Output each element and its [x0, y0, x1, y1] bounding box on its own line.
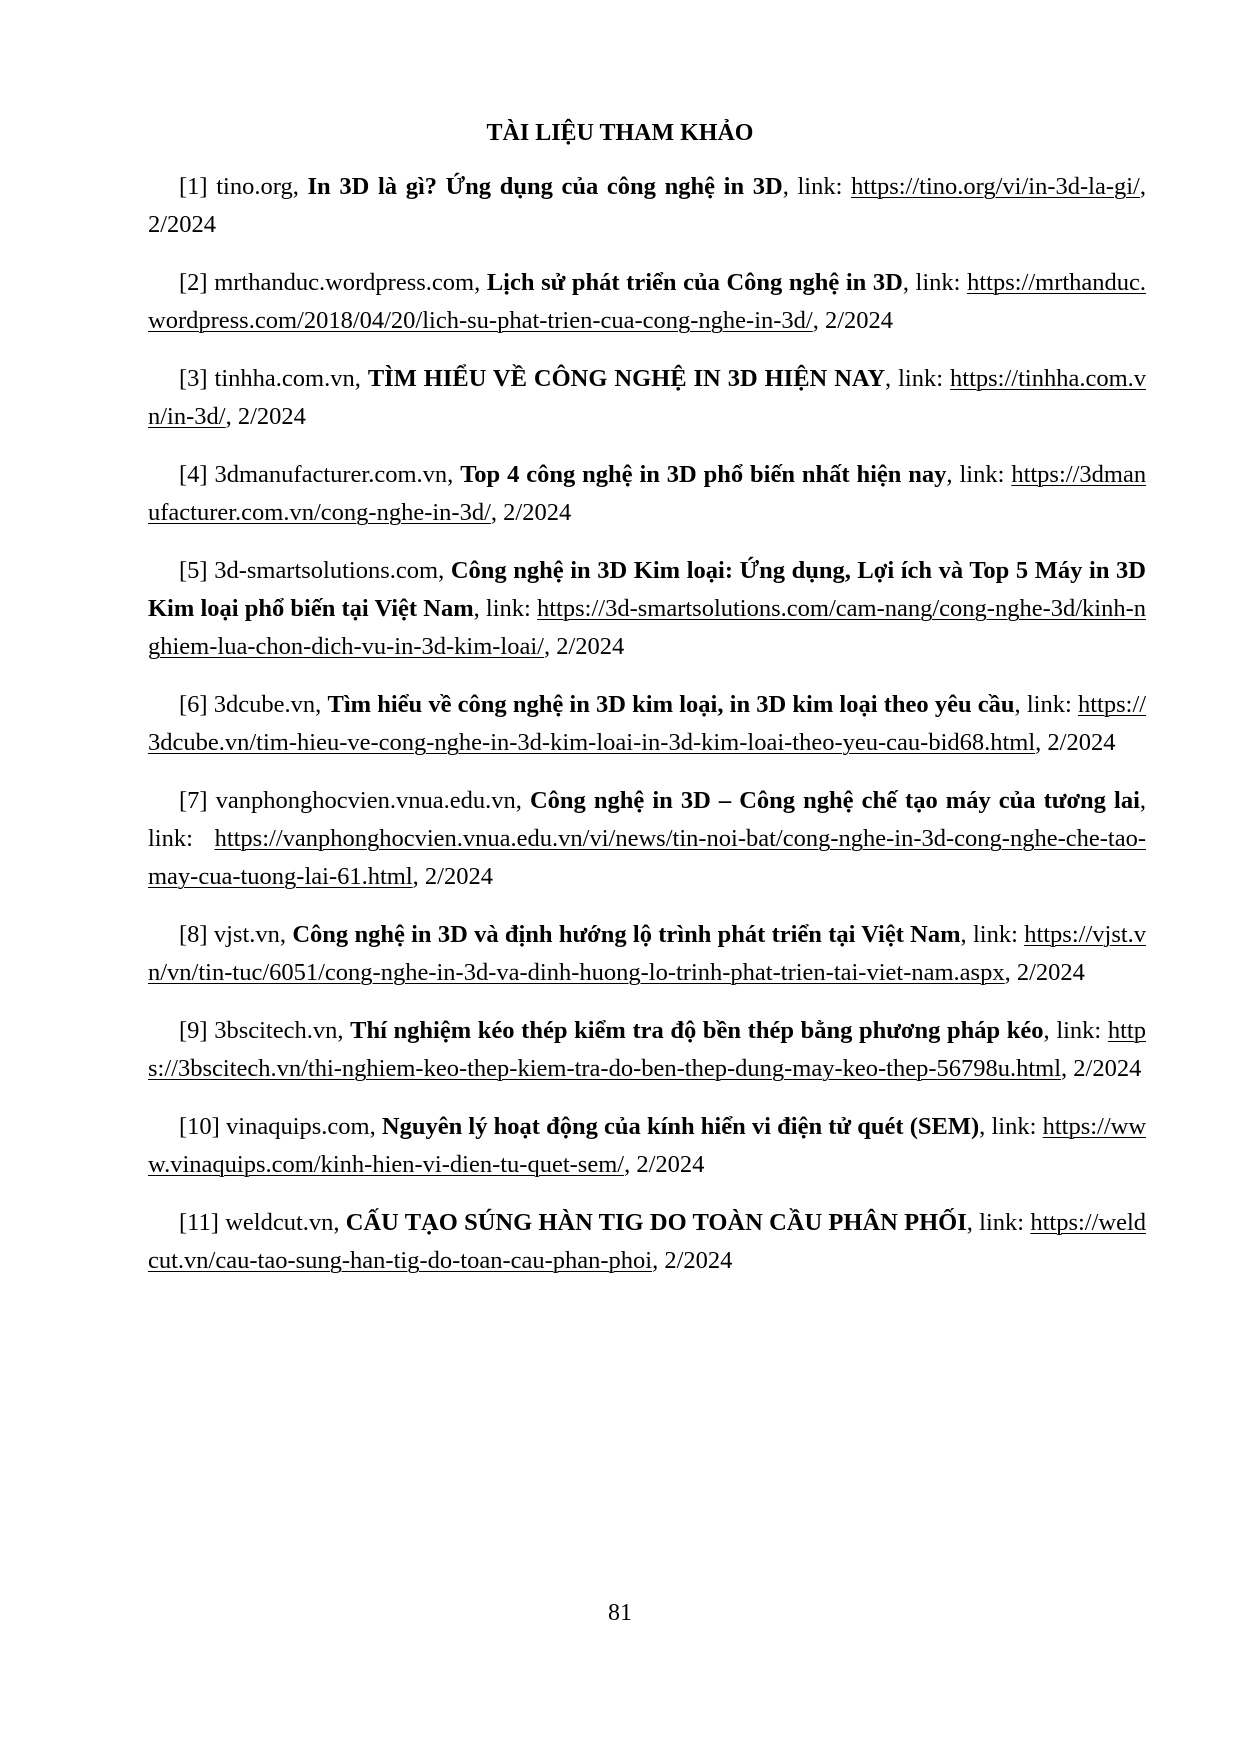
reference-title: Lịch sử phát triển của Công nghệ in 3D	[486, 269, 903, 296]
reference-url-link[interactable]: https://mrthanduc.wordpress.com/2018/04/20/lich-su-phat-trien-cua-cong-nghe-in-3d/	[148, 269, 1147, 334]
reference-title: Tìm hiểu về công nghệ in 3D kim loại, in 3D kim loại theo yêu cầu	[327, 691, 1015, 718]
reference-source: vjst.vn	[213, 921, 280, 948]
reference-link-label: link:	[148, 825, 193, 852]
reference-item: [6] 3dcube.vn, Tìm hiểu về công nghệ in 3D kim loại, in 3D kim loại theo yêu cầu, link: https://3dcube.vn/tim-hieu-ve-cong-nghe-in-3d-kim-loai-in-3d-kim-loai-theo-yeu-cau-bid68.html, 2/2024	[148, 691, 1147, 756]
reference-title: Công nghệ in 3D và định hướng lộ trình phát triển tại Việt Nam	[292, 921, 961, 948]
reference-date: 2/2024	[1073, 1055, 1142, 1082]
reference-source: 3d-smartsolutions.com	[214, 557, 439, 584]
reference-title: Công nghệ in 3D Kim loại: Ứng dụng, Lợi ích và Top 5 Máy in 3D Kim loại phổ biến tại Việt Nam	[148, 557, 1146, 622]
reference-title: Nguyên lý hoạt động của kính hiển vi điện tử quét (SEM)	[381, 1113, 980, 1140]
reference-link-label: link:	[991, 1113, 1037, 1140]
reference-date: 2/2024	[556, 633, 625, 660]
reference-date: 2/2024	[148, 211, 217, 238]
reference-url-link[interactable]: https://vanphonghocvien.vnua.edu.vn/vi/news/tin-noi-bat/cong-nghe-in-3d-cong-nghe-che-tao-may-cua-tuong-lai-61.html	[148, 825, 1146, 890]
reference-link-label: link:	[898, 365, 944, 392]
reference-date: 2/2024	[1047, 729, 1116, 756]
reference-date: 2/2024	[636, 1151, 705, 1178]
reference-url-link[interactable]: https://vjst.vn/vn/tin-tuc/6051/cong-nghe-in-3d-va-dinh-huong-lo-trinh-phat-trien-tai-viet-nam.aspx	[148, 921, 1147, 986]
reference-source: 3dmanufacturer.com.vn	[214, 461, 448, 488]
page-number: 81	[608, 1600, 632, 1626]
reference-url-link[interactable]: https://tinhha.com.vn/in-3d/	[148, 365, 1147, 430]
reference-title: In 3D là gì? Ứng dụng của công nghệ in 3D	[307, 173, 783, 200]
reference-source: vanphonghocvien.vnua.edu.vn	[215, 787, 516, 814]
reference-number: [3]	[179, 365, 208, 392]
reference-number: [4]	[179, 461, 208, 488]
reference-title: CẤU TẠO SÚNG HÀN TIG DO TOÀN CẦU PHÂN PHỐI	[345, 1209, 967, 1236]
reference-list	[148, 168, 1146, 1300]
reference-number: [9]	[179, 1017, 208, 1044]
reference-link-label: link:	[915, 269, 961, 296]
reference-source: vinaquips.com	[226, 1113, 370, 1140]
reference-number: [10]	[179, 1113, 220, 1140]
reference-url-link[interactable]: https://www.vinaquips.com/kinh-hien-vi-dien-tu-quet-sem/	[148, 1113, 1147, 1178]
reference-date: 2/2024	[237, 403, 306, 430]
reference-number: [5]	[179, 557, 208, 584]
reference-source: weldcut.vn	[225, 1209, 334, 1236]
reference-url-link[interactable]: https://tino.org/vi/in-3d-la-gi/	[851, 173, 1140, 200]
reference-number: [6]	[179, 691, 208, 718]
reference-date: 2/2024	[824, 307, 894, 334]
reference-url-link[interactable]: https://3dmanufacturer.com.vn/cong-nghe-in-3d/	[148, 461, 1147, 526]
reference-number: [11]	[179, 1209, 219, 1236]
reference-item: [11] weldcut.vn, CẤU TẠO SÚNG HÀN TIG DO TOÀN CẦU PHÂN PHỐI, link: https://weldcut.vn/cau-tao-sung-han-tig-do-toan-cau-phan-phoi, 2/2024	[148, 1209, 1147, 1274]
reference-link-label: link:	[485, 595, 531, 622]
reference-link-label: link:	[979, 1209, 1025, 1236]
reference-link-label: link:	[1056, 1017, 1102, 1044]
reference-title: Top 4 công nghệ in 3D phổ biến nhất hiện nay	[460, 461, 947, 488]
reference-link-label: link:	[1026, 691, 1072, 718]
reference-url-link[interactable]: https://3dcube.vn/tim-hieu-ve-cong-nghe-in-3d-kim-loai-in-3d-kim-loai-theo-yeu-cau-bid68.html	[148, 691, 1147, 756]
reference-source: mrthanduc.wordpress.com	[214, 269, 475, 296]
reference-date: 2/2024	[424, 863, 493, 890]
reference-url-link[interactable]: https://3bscitech.vn/thi-nghiem-keo-thep-kiem-tra-do-ben-thep-dung-may-keo-thep-56798u.html	[148, 1017, 1146, 1082]
reference-title: Thí nghiệm kéo thép kiểm tra độ bền thép bằng phương pháp kéo	[350, 1017, 1044, 1044]
reference-source: tinhha.com.vn	[214, 365, 355, 392]
reference-item: [9] 3bscitech.vn, Thí nghiệm kéo thép kiểm tra độ bền thép bằng phương pháp kéo, link: https://3bscitech.vn/thi-nghiem-keo-thep-kiem-tra-do-ben-thep-dung-may-keo-thep-56798u.html, 2/2024	[148, 1017, 1146, 1082]
reference-link-label: link:	[959, 461, 1005, 488]
reference-number: [2]	[179, 269, 208, 296]
reference-date: 2/2024	[1016, 959, 1085, 986]
reference-date: 2/2024	[664, 1247, 733, 1274]
reference-item: [1] tino.org, In 3D là gì? Ứng dụng của công nghệ in 3D, link: https://tino.org/vi/in-3d-la-gi/, 2/2024	[148, 173, 1146, 238]
reference-date: 2/2024	[503, 499, 572, 526]
reference-item: [7] vanphonghocvien.vnua.edu.vn, Công nghệ in 3D – Công nghệ chế tạo máy của tương lai, link: https://vanphonghocvien.vnua.edu.vn/vi/news/tin-noi-bat/cong-nghe-in-3d-cong-nghe-che-tao-may-cua-tuong-lai-61.html, 2/2024	[148, 787, 1147, 890]
reference-title: Công nghệ in 3D – Công nghệ chế tạo máy của tương lai	[529, 787, 1140, 814]
reference-item: [3] tinhha.com.vn, TÌM HIỂU VỀ CÔNG NGHỆ IN 3D HIỆN NAY, link: https://tinhha.com.vn/in-3d/, 2/2024	[148, 365, 1147, 430]
reference-number: [7]	[179, 787, 208, 814]
reference-item: [4] 3dmanufacturer.com.vn, Top 4 công nghệ in 3D phổ biến nhất hiện nay, link: https://3dmanufacturer.com.vn/cong-nghe-in-3d/, 2/2024	[148, 461, 1147, 526]
reference-item: [8] vjst.vn, Công nghệ in 3D và định hướng lộ trình phát triển tại Việt Nam, link: https://vjst.vn/vn/tin-tuc/6051/cong-nghe-in-3d-va-dinh-huong-lo-trinh-phat-trien-tai-viet-nam.aspx, 2/2024	[148, 921, 1147, 986]
reference-item: [2] mrthanduc.wordpress.com, Lịch sử phát triển của Công nghệ in 3D, link: https://mrthanduc.wordpress.com/2018/04/20/lich-su-phat-trien-cua-cong-nghe-in-3d/, 2/2024	[148, 269, 1147, 334]
reference-source: tino.org	[216, 173, 293, 200]
reference-url-link[interactable]: https://3d-smartsolutions.com/cam-nang/cong-nghe-3d/kinh-nghiem-lua-chon-dich-vu-in-3d-kim-loai/	[148, 595, 1146, 660]
reference-item: [10] vinaquips.com, Nguyên lý hoạt động của kính hiển vi điện tử quét (SEM), link: https://www.vinaquips.com/kinh-hien-vi-dien-tu-quet-sem/, 2/2024	[148, 1113, 1147, 1178]
reference-source: 3dcube.vn	[213, 691, 316, 718]
reference-source: 3bscitech.vn	[214, 1017, 338, 1044]
reference-number: [1]	[179, 173, 208, 200]
reference-title: TÌM HIỂU VỀ CÔNG NGHỆ IN 3D HIỆN NAY	[367, 365, 886, 392]
reference-number: [8]	[179, 921, 208, 948]
reference-link-label: link:	[972, 921, 1018, 948]
page-title: TÀI LIỆU THAM KHẢO	[486, 120, 754, 146]
reference-link-label: link:	[797, 173, 843, 200]
reference-url-link[interactable]: https://weldcut.vn/cau-tao-sung-han-tig-do-toan-cau-phan-phoi	[148, 1209, 1147, 1274]
reference-item: [5] 3d-smartsolutions.com, Công nghệ in 3D Kim loại: Ứng dụng, Lợi ích và Top 5 Máy in 3D Kim loại phổ biến tại Việt Nam, link: https://3d-smartsolutions.com/cam-nang/cong-nghe-3d/kinh-nghiem-lua-chon-dich-vu-in-3d-kim-loai/, 2/2024	[148, 557, 1146, 660]
